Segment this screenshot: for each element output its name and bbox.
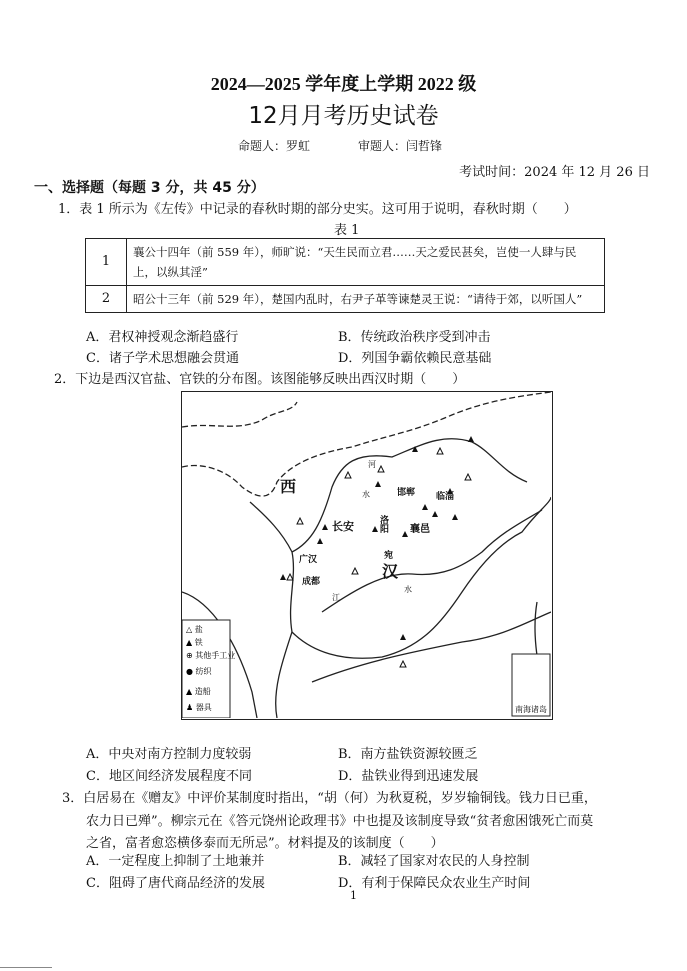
q2-option-b: B．南方盐铁资源较匮乏 [338, 747, 478, 762]
title-line2: 12月月考历史试卷 [248, 103, 439, 129]
page-number: 1 [350, 889, 357, 902]
svg-text:⊕ 其他手工业: ⊕ 其他手工业 [186, 651, 236, 660]
map-label-jiang: 江 [332, 593, 340, 602]
q3-option-a: A．一定程度上抑制了土地兼并 [86, 854, 265, 869]
map-label-chengdu: 成都 [302, 577, 321, 587]
map-label-changan: 长安 [332, 520, 354, 533]
q1-option-b: B．传统政治秩序受到冲击 [338, 330, 491, 345]
map-drawing [182, 392, 551, 718]
map-label-linzi: 临淄 [436, 492, 455, 502]
row-number: 2 [86, 286, 127, 313]
q1-option-c: C．诸子学术思想融会贯通 [86, 351, 239, 366]
q3-stem-line1: 3．白居易在《赠友》中评价某制度时指出，“胡（何）为秋夏税，岁岁输铜钱。钱力日已重， [62, 791, 597, 806]
map-label-wan: 宛 [384, 551, 394, 561]
svg-text:▲ 造船: ▲ 造船 [186, 687, 211, 696]
row-text: 昭公十三年（前 529 年），楚国内乱时，右尹子革等谏楚灵王说：“请待于郊，以听国人” [127, 286, 605, 313]
setter: 命题人：罗虹 [238, 139, 311, 153]
q1-option-a: A．君权神授观念渐趋盛行 [86, 330, 239, 345]
map-label-shui2: 水 [404, 585, 412, 594]
q2-option-c: C．地区间经济发展程度不同 [86, 769, 252, 784]
q3-stem-line3: 之省，富者愈恣横侈泰而无所忌”。材料提及的该制度（ ） [86, 836, 444, 851]
q2-stem: 2．下边是西汉官盐、官铁的分布图。该图能够反映出西汉时期（ ） [54, 372, 466, 387]
map-label-xi: 西 [280, 477, 297, 496]
western-han-salt-iron-map [181, 391, 553, 720]
footer-divider [0, 967, 52, 968]
q3-option-c: C．阻碍了唐代商品经济的发展 [86, 876, 265, 891]
legend-salt: 盐 [194, 625, 203, 634]
authors [238, 137, 490, 154]
legend-iron: 铁 [194, 638, 203, 647]
q2-option-a: A．中央对南方控制力度较弱 [86, 747, 252, 762]
table-caption: 表 1 [334, 223, 360, 238]
row-number: 1 [86, 239, 127, 286]
inset-label: 南海诸岛 [515, 705, 547, 714]
q1-option-d: D．列国争霸依赖民意基础 [338, 351, 492, 366]
map-label-shui1: 水 [362, 490, 370, 499]
svg-text:▲ 铁: ▲ 铁 [186, 638, 203, 647]
row-text: 襄公十四年（前 559 年），师旷说：“天生民而立君……天之爱民甚矣，岂使一人肆与民上，以纵其淫” [127, 239, 605, 286]
map-label-xiangyi: 襄邑 [410, 524, 430, 535]
legend-utensils: 器具 [195, 703, 212, 712]
history-table [85, 238, 605, 313]
section-heading: 一、选择题（每题 3 分，共 45 分） [34, 180, 265, 196]
legend-textile: 纺织 [195, 667, 212, 676]
legend-shipbuilding: 造船 [194, 687, 211, 696]
legend-other-craft: 其他手工业 [195, 651, 236, 660]
table-row [86, 239, 605, 286]
map-label-luoyang: 洛阳 [378, 515, 388, 533]
q3-stem-line2: 农力日已殚”。柳宗元在《答元饶州论政理书》中也提及该制度导致“贫者愈困饿死亡而莫 [86, 814, 594, 829]
svg-text:♟ 器具: ♟ 器具 [186, 703, 212, 712]
svg-text:● 纺织: ● 纺织 [186, 667, 212, 676]
map-label-guanghan: 广汉 [299, 555, 318, 565]
title-line1: 2024—2025 学年度上学期 2022 级 [210, 74, 477, 94]
map-label-he: 河 [368, 460, 376, 469]
svg-text:△ 盐: △ 盐 [186, 625, 203, 634]
q3-option-d: D．有利于保障民众农业生产时间 [338, 876, 531, 891]
q2-option-d: D．盐铁业得到迅速发展 [338, 769, 479, 784]
exam-time: 考试时间：2024 年 12 月 26 日 [459, 165, 650, 180]
q1-stem: 1．表 1 所示为《左传》中记录的春秋时期的部分史实。这可用于说明，春秋时期（ ） [58, 202, 577, 217]
q3-option-b: B．减轻了国家对农民的人身控制 [338, 854, 530, 869]
reviewer: 审题人：闫哲锋 [358, 139, 443, 153]
map-label-handan: 邯郸 [397, 488, 416, 498]
map-label-han: 汉 [382, 562, 399, 581]
table-row [86, 286, 605, 313]
